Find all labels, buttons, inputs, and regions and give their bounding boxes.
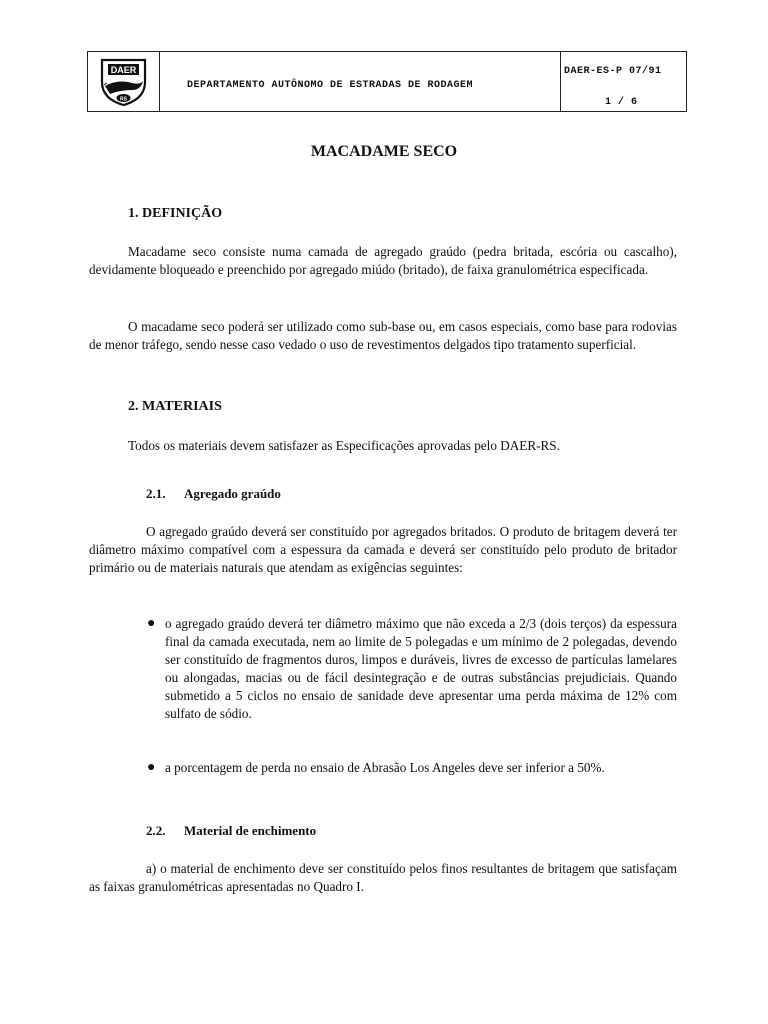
department-cell	[159, 52, 561, 111]
svg-text:DAER: DAER	[110, 65, 137, 75]
list-item	[147, 759, 677, 777]
department-name: DEPARTAMENTO AUTÔNOMO DE ESTRADAS DE RODAGEM	[187, 80, 474, 91]
paragraph-agregado-graudo: O agregado graúdo deverá ser constituído por agregados britados. O produto de britagem deverá ter diâmetro máximo compatível com a espessura da camada e deverá ser constituído pelo produto de britador primário ou de materiais naturais que atendam as exigências seguintes:	[89, 524, 677, 575]
page-number: 1 / 6	[605, 97, 638, 108]
list-item	[147, 615, 677, 723]
subsection-title: Agregado graúdo	[184, 486, 281, 501]
list-item-text: a porcentagem de perda no ensaio de Abrasão Los Angeles deve ser inferior a 50%.	[165, 760, 605, 775]
document-header	[87, 51, 687, 112]
bullet-icon: ●	[147, 616, 156, 631]
logo-cell	[88, 52, 160, 111]
code-cell	[560, 52, 686, 111]
document-code: DAER-ES-P 07/91	[564, 66, 662, 77]
subsection-number: 2.2.	[146, 823, 166, 838]
paragraph-material-enchimento: a) o material de enchimento deve ser constituído pelos finos resultantes de britagem que satisfaçam as faixas granulométricas apresentadas no Quadro I.	[89, 861, 677, 894]
section-heading-definicao: 1. DEFINIÇÃO	[128, 206, 223, 221]
document-title: MACADAME SECO	[310, 143, 458, 160]
list-item-text: o agregado graúdo deverá ter diâmetro máximo que não exceda a 2/3 (dois terços) da espessura final da camada executada, nem ao limite de 5 polegadas e um mínimo de 2 polegadas, devendo ser constituído de fragmentos duros, limpos e duráveis, livres de excesso de partículas lamelares ou alongadas, macias ou de fácil desintegração e de outras substâncias prejudiciais. Quando submetido a 5 ciclos no ensaio de sanidade deve apresentar uma perda máxima de 12% com sulfato de sódio.	[165, 616, 677, 721]
section-heading-materiais: 2. MATERIAIS	[128, 399, 222, 414]
subsection-number: 2.1.	[146, 486, 166, 501]
subsection-title: Material de enchimento	[184, 823, 317, 838]
subsection-heading-material-enchimento	[146, 823, 316, 839]
svg-text:RS: RS	[120, 96, 127, 103]
paragraph-definicao-1: Macadame seco consiste numa camada de agregado graúdo (pedra britada, escória ou cascalho), devidamente bloqueado e preenchido por agregado miúdo (britado), de faixa granulométrica especificada.	[89, 244, 677, 277]
bullet-icon: ●	[147, 760, 156, 775]
paragraph-definicao-2: O macadame seco poderá ser utilizado como sub-base ou, em casos especiais, como base para rodovias de menor tráfego, sendo nesse caso vedado o uso de revestimentos delgados tipo tratamento superficial.	[89, 319, 677, 352]
subsection-heading-agregado-graudo	[146, 486, 281, 502]
daer-logo-icon	[88, 52, 159, 111]
paragraph-materiais-1: Todos os materiais devem satisfazer as Especificações aprovadas pelo DAER-RS.	[128, 438, 560, 453]
